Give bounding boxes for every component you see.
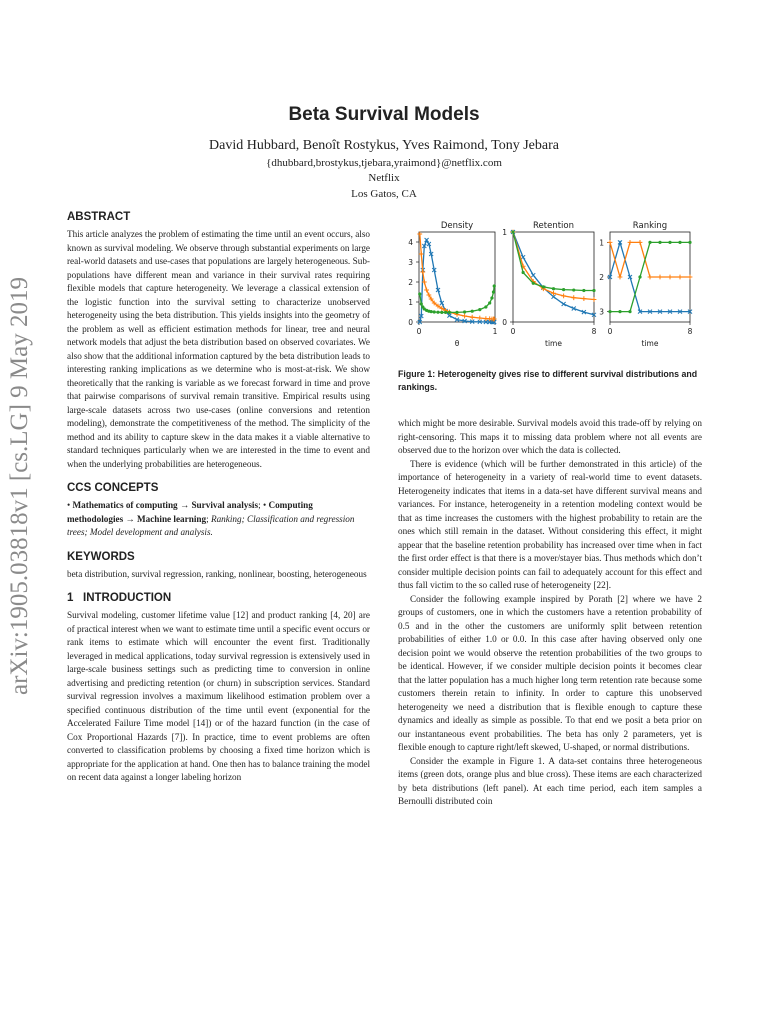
chart-panel-retention xyxy=(502,221,596,348)
x-axis-label: θ xyxy=(454,339,460,348)
y-tick-label: 1 xyxy=(408,298,413,307)
intro-paragraph-1: Survival modeling, customer lifetime value [12] and product ranking [4, 20] are of practical interest when we want to estimate time until a specific event occurs or rank items to estimate which will encounter the event first. Traditionally leveraged in medical applications, today survival regression is extensively used in large-scale business settings such as predicting time to conversion in online advertising and predicting retention (or churn) in subscription services. Standard survival regression involves a maximum likelihood estimation problem over a specified continuous distribution of the time until event (exponential for the Accelerated Failure Time model [14]) or of the hazard function (in the case of Cox Proportional Hazards [7]). In practice, time to event problems are often converted to classification problems by choosing a fixed time horizon which is appropriate for the application at hand. One then has to balance training the model on recent data against a longer labeling horizon xyxy=(67,610,370,782)
data-point xyxy=(420,302,423,305)
data-point xyxy=(440,311,443,314)
ccs-term-math: Mathematics of computing xyxy=(72,500,178,510)
data-point xyxy=(562,288,565,291)
data-point xyxy=(571,295,576,300)
paper-title: Beta Survival Models xyxy=(288,104,480,125)
series-line-plus xyxy=(420,234,494,319)
y-tick-label: 3 xyxy=(599,307,604,317)
chart-title: Ranking xyxy=(632,221,668,231)
x-tick-label: 0 xyxy=(607,327,613,336)
keywords-text: beta distribution, survival regression, ranking, nonlinear, boosting, heterogeneous xyxy=(67,568,367,579)
data-point xyxy=(618,310,621,313)
data-point xyxy=(628,310,631,313)
data-point xyxy=(430,310,433,313)
data-point xyxy=(668,275,673,280)
data-point xyxy=(552,287,555,290)
data-point xyxy=(511,230,514,233)
data-point xyxy=(484,305,487,308)
author-emails: {dhubbard,brostykus,tjebara,yraimond}@netflix.com xyxy=(266,157,502,169)
data-point xyxy=(542,285,545,288)
figure-1 xyxy=(398,210,708,360)
location: Los Gatos, CA xyxy=(351,188,417,200)
ccs-arrow-1: → xyxy=(179,500,190,510)
left-column xyxy=(67,211,370,785)
data-point xyxy=(658,241,661,244)
right-paragraph-1: which might be more desirable. Survival models avoid this trade-off by relying on right-censoring. This maps it to missing data problem where not all events are observed due to the horizon over which the data is collected. xyxy=(398,418,702,455)
intro-title: INTRODUCTION xyxy=(83,592,172,604)
chart-panel-density xyxy=(408,221,497,348)
series-line-cross xyxy=(513,232,594,315)
y-tick-label: 0 xyxy=(502,318,507,327)
data-point xyxy=(448,311,451,314)
x-tick-label: 8 xyxy=(687,327,693,336)
intro-number: 1 xyxy=(67,592,74,604)
chart-panel-ranking xyxy=(599,221,692,348)
series-line-cross xyxy=(420,240,494,322)
author-list: David Hubbard, Benoît Rostykus, Yves Raimond, Tony Jebara xyxy=(209,138,559,153)
data-point xyxy=(522,271,525,274)
y-tick-label: 1 xyxy=(599,238,604,248)
right-paragraph-4: Consider the example in Figure 1. A data-set contains three heterogeneous items (green dots, orange plus and blue cross). These items are each characterized by beta distributions (left panel). At each time period, each item samples a Bernoulli distributed coin xyxy=(398,755,702,806)
data-point xyxy=(493,284,496,287)
ccs-concepts: • Mathematics of computing → Survival analysis; • Computing methodologies → Machine learning; Ranking; Classification and regression trees; Model development and analysis. xyxy=(67,500,355,537)
y-tick-label: 0 xyxy=(408,318,413,327)
figure-1-caption: Figure 1: Heterogeneity gives rise to different survival distributions and rankings. xyxy=(398,369,698,392)
affiliation: Netflix xyxy=(368,172,400,184)
right-column xyxy=(398,417,702,809)
data-point xyxy=(463,310,466,313)
data-point xyxy=(608,240,613,245)
data-point xyxy=(592,289,595,292)
data-point xyxy=(592,297,597,302)
data-point xyxy=(436,311,439,314)
chart-title: Retention xyxy=(533,221,574,231)
data-point xyxy=(618,275,623,280)
ccs-term-survival: Survival analysis xyxy=(191,500,259,510)
data-point xyxy=(678,241,681,244)
data-point xyxy=(424,288,429,293)
data-point xyxy=(581,296,586,301)
data-point xyxy=(668,241,671,244)
data-point xyxy=(638,240,643,245)
ccs-arrow-2: → xyxy=(125,513,135,524)
data-point xyxy=(638,275,641,278)
ccs-bullet-1: • xyxy=(67,500,73,510)
data-point xyxy=(419,252,424,257)
ccs-bullet-2: • xyxy=(262,500,269,510)
y-tick-label: 1 xyxy=(502,228,507,237)
data-point xyxy=(608,310,611,313)
data-point xyxy=(628,240,633,245)
data-point xyxy=(433,310,436,313)
data-point xyxy=(678,275,683,280)
x-tick-label: 1 xyxy=(492,327,498,336)
data-point xyxy=(478,308,481,311)
y-tick-label: 2 xyxy=(599,273,604,282)
data-point xyxy=(418,292,421,295)
data-point xyxy=(561,294,566,299)
y-tick-label: 3 xyxy=(408,258,413,267)
right-paragraph-3: Consider the following example inspired by Porath [2] where we have 2 groups of customers, one in which the customers have a retention probability of 0.5 and in the other the customers are uniformly split between retention probabilities of either 1.0 or 0.0. In this case after having observed only one decision point we would observe the retention probabilities of the two groups to be identical. However, if we consider multiple decision points it becomes clear that the latter population has a much higher long term retention rate because some customers therein retain to infinity. In order to capture this unobserved heterogeneity we need a distribution that is flexible enough to capture these dynamics and ideally as simple as possible. To that end we posit a beta prior on our instantaneous event probabilities. The beta has only 2 parameters, yet is flexible enough to capture right/left skewed, U-shaped, or normal distributions. xyxy=(398,593,702,752)
arxiv-sidebar-id: arXiv:1905.03818v1 [cs.LG] 9 May 2019 xyxy=(6,277,33,695)
data-point xyxy=(572,288,575,291)
data-point xyxy=(648,241,651,244)
keywords-heading: KEYWORDS xyxy=(67,550,135,563)
data-point xyxy=(648,275,653,280)
ccs-term-computing: Computing methodologies xyxy=(67,500,313,524)
data-point xyxy=(471,310,474,313)
abstract-text: This article analyzes the problem of estimating the time until an event occurs, also known as survival modeling. We observe through substantial experiments on large real-world datasets and use-cases that populations are largely heterogeneous. Sub-populations have different mean and variance in their survival rates requiring flexible models that capture heterogeneity. We leverage a classical extension of the logistic function into the survival setting to characterize unobserved heterogeneity using the beta distribution. This yields insights into the geometry of the problem as well as efficient estimation methods for linear, tree and neural network models that adjust the beta distribution based on observed covariates. We also show that the additional information captured by the beta distribution leads to interesting ranking implications as we determine who is most-at-risk. We show theoretically that the ranking is variable as we forecast forward in time and prove that pairwise comparisons of survival remain transitive. Empirical results using large-scale datasets across two use-cases (online conversions and retention modeling), demonstrate the competitiveness of the method. The simplicity of the method and its ability to capture skew in the data makes it a viable alternative to standard techniques particularly when we are interested in the time to event and when the underlying probabilities are heterogeneous. xyxy=(67,229,370,469)
chart-title: Density xyxy=(440,221,474,231)
x-tick-label: 0 xyxy=(416,327,422,336)
data-point xyxy=(688,275,693,280)
x-tick-label: 8 xyxy=(591,327,597,336)
y-tick-label: 2 xyxy=(408,278,413,287)
ccs-heading: CCS CONCEPTS xyxy=(67,482,159,494)
data-point xyxy=(470,315,475,320)
x-axis-label: time xyxy=(641,339,659,348)
data-point xyxy=(492,290,495,293)
data-point xyxy=(490,296,493,299)
data-point xyxy=(455,311,458,314)
data-point xyxy=(444,311,447,314)
x-tick-label: 0 xyxy=(510,327,516,336)
intro-heading xyxy=(67,592,370,604)
data-point xyxy=(658,275,663,280)
y-tick-label: 4 xyxy=(408,238,413,247)
chart-frame xyxy=(513,232,594,322)
data-point xyxy=(532,282,535,285)
data-point xyxy=(488,301,491,304)
data-point xyxy=(688,241,691,244)
x-axis-label: time xyxy=(545,339,562,348)
data-point xyxy=(462,314,467,319)
ccs-term-ranking: Ranking; Classification and regression trees; Model development and analysis. xyxy=(67,513,355,537)
data-point xyxy=(420,270,425,275)
abstract-heading: ABSTRACT xyxy=(67,211,131,223)
ccs-term-ml: Machine learning xyxy=(136,513,207,524)
data-point xyxy=(582,289,585,292)
right-paragraph-2: There is evidence (which will be further demonstrated in this article) of the importance of heterogeneity in a variety of real-world time to event datasets. Heterogeneity indicates that items in a data-set have different survival means and variances. For instance, heterogeneity in a retention modeling context would be that as time increases the customers with the highest probability to retain are the ones which still remain in the dataset. Without considering this effect, it might appear that the baseline retention probability has increased over time when in fact the first order effect is that there is a mover/stayer bias. Thus methods which don’t consider multiple decision points can fail to adequately account for this effect and thus fall victim to the so called ruse of heterogeneity [22]. xyxy=(398,458,702,590)
